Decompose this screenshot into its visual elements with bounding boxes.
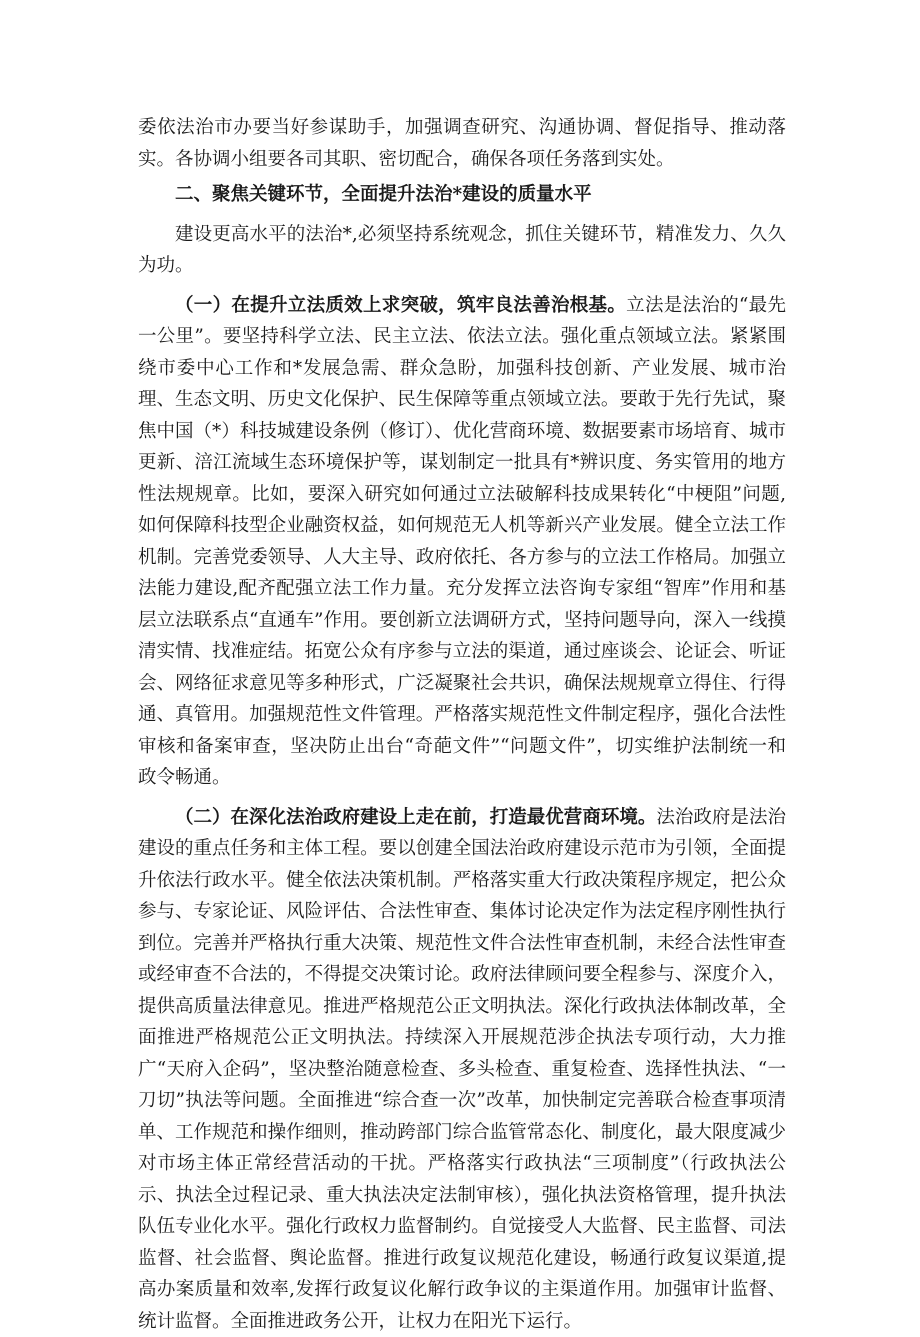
section-heading: 二、聚焦关键环节，全面提升法治*建设的质量水平 [138, 179, 786, 211]
subsection-1-paragraph [138, 290, 786, 794]
subsection-2-body: 法治政府是法治建设的重点任务和主体工程。要以创建全国法治政府建设示范市为引领，全面提升依法行政水平。健全依法决策机制。严格落实重大行政决策程序规定，把公众参与、专家论证、风险评估、合法性审查、集体讨论决定作为法定程序刚性执行到位。完善并严格执行重大决策、规范性文件合法性审查机制，未经合法性审查或经审查不合法的，不得提交决策讨论。政府法律顾问要全程参与、深度介入，提供高质量法律意见。推进严格规范公正文明执法。深化行政执法体制改革，全面推进严格规范公正文明执法。持续深入开展规范涉企执法专项行动，大力推广“天府入企码”，坚决整治随意检查、多头检查、重复检查、选择性执法、“一刀切”执法等问题。全面推进“综合查一次”改革，加快制定完善联合检查事项清单、工作规范和操作细则，推动跨部门综合监管常态化、制度化，最大限度减少对市场主体正常经营活动的干扰。严格落实行政执法“三项制度”（行政执法公示、执法全过程记录、重大执法决定法制审核），强化执法资格管理，提升执法队伍专业化水平。强化行政权力监督制约。自觉接受人大监督、民主监督、司法监督、社会监督、舆论监督。推进行政复议规范化建设，畅通行政复议渠道,提高办案质量和效率,发挥行政复议化解行政争议的主渠道作用。加强审计监督、统计监督。全面推进政务公开，让权力在阳光下运行。 [138, 807, 786, 1332]
subsection-2-title: （二）在深化法治政府建设上走在前，打造最优营商环境。 [175, 807, 656, 828]
document-body [138, 112, 786, 1337]
subsection-2-paragraph [138, 802, 786, 1337]
subsection-1-body: 立法是法治的“最先一公里”。要坚持科学立法、民主立法、依法立法。强化重点领域立法。紧紧围绕市委中心工作和*发展急需、群众急盼，加强科技创新、产业发展、城市治理、生态文明、历史文化保护、民生保障等重点领域立法。要敢于先行先试，聚焦中国（*）科技城建设条例（修订）、优化营商环境、数据要素市场培育、城市更新、涪江流域生态环境保护等，谋划制定一批具有*辨识度、务实管用的地方性法规规章。比如，要深入研究如何通过立法破解科技成果转化“中梗阻”问题,如何保障科技型企业融资权益，如何规范无人机等新兴产业发展。健全立法工作机制。完善党委领导、人大主导、政府依托、各方参与的立法工作格局。加强立法能力建设,配齐配强立法工作力量。充分发挥立法咨询专家组“智库”作用和基层立法联系点“直通车”作用。要创新立法调研方式，坚持问题导向，深入一线摸清实情、找准症结。拓宽公众有序参与立法的渠道，通过座谈会、论证会、听证会、网络征求意见等多种形式，广泛凝聚社会共识，确保法规规章立得住、行得通、真管用。加强规范性文件管理。严格落实规范性文件制定程序，强化合法性审核和备案审查，坚决防止出台“奇葩文件”“问题文件”，切实维护法制统一和政令畅通。 [138, 295, 786, 789]
section-intro-paragraph: 建设更高水平的法治*,必须坚持系统观念，抓住关键环节，精准发力、久久为功。 [138, 219, 786, 282]
continuation-paragraph: 委依法治市办要当好参谋助手，加强调查研究、沟通协调、督促指导、推动落实。各协调小组要各司其职、密切配合，确保各项任务落到实处。 [138, 112, 786, 175]
subsection-1-title: （一）在提升立法质效上求突破，筑牢良法善治根基。 [175, 295, 626, 316]
